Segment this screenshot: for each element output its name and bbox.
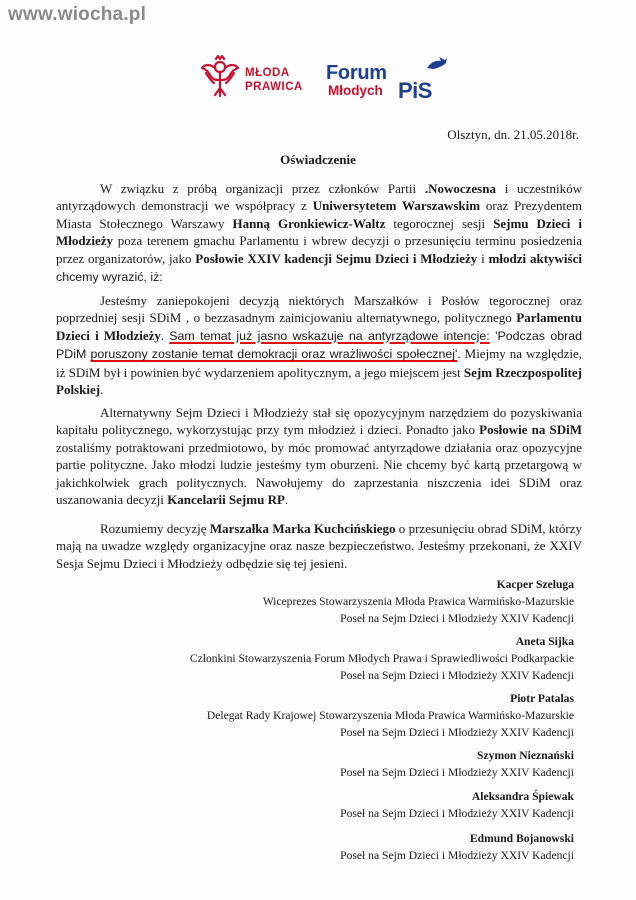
bold-run: .Nowoczesna [424, 181, 496, 196]
text-run: tegorocznej sesji [385, 215, 494, 231]
header-logos [0, 52, 636, 112]
bold-run: Kancelarii Sejmu RP [167, 492, 285, 508]
signatory-role: Wiceprezes Stowarzyszenia Młoda Prawica Warmińsko-Mazurskie [262, 595, 574, 608]
signatory-role: Poseł na Sejm Dzieci i Młodzieży XXIV Kadencji [340, 669, 574, 682]
text-run: Rozumiemy decyzję [100, 521, 210, 536]
signatory-block [340, 830, 574, 864]
logo-mlodych-text: Młodych [328, 83, 383, 98]
signatory-block [190, 633, 574, 684]
logo-text-line2: PRAWICA [245, 81, 303, 93]
text-run: oraz Prezydentem Miasta Stołecznego Warszawy [56, 198, 583, 231]
forum-mlodych-pis-logo [326, 56, 456, 108]
signatory-role: Poseł na Sejm Dzieci i Młodzieży XXIV Kadencji [340, 726, 574, 739]
bold-run: Uniwersytetem Warszawskim [312, 198, 481, 214]
text-run: 'Podczas obrad PDiM [56, 328, 583, 362]
paragraph-3 [56, 404, 582, 508]
text-run: poza terenem gmachu Parlamentu i wbrew decyzji o przesunięciu terminu posiedzenia przez organizatorów, jako [56, 233, 582, 266]
signatory-name: Piotr Patalas [510, 692, 574, 705]
signatory-role: Członkini Stowarzyszenia Forum Młodych Prawa i Sprawiedliwości Podkarpackie [189, 652, 574, 665]
mloda-prawica-logo [200, 54, 320, 106]
bold-run: Parlamentu Dzieci i Młodzieży [56, 310, 582, 343]
signatory-name: Aneta Sijka [515, 635, 574, 648]
text-run: Jesteśmy zaniepokojeni decyzją niektórych Marszałków i Posłów tegorocznej oraz poprzedniej sesji SDiM , o bezzasadnym zainicjowaniu alternatywnego, politycznego [56, 293, 582, 326]
paragraph-2 [56, 292, 582, 398]
bold-run: Marszałka Marka Kuchcińskiego [209, 521, 396, 536]
text-run: Alternatywny Sejm Dzieci i Młodzieży stał się opozycyjnym narzędziem do pozyskiwania kapitału politycznego, wykorzystując przy tym młodzież i dzieci. Ponadto jako [56, 405, 582, 438]
text-run: zostaliśmy potraktowani przedmiotowo, by móc promować antyrządowe działania oraz opozycyjne partie polityczne. Jako młodzi ludzie jesteśmy tym oburzeni. Nie chcemy być kartą przetargową w jakichkolwiek grach politycznych. Nawołujemy do zaprzestania niszczenia idei SDiM oraz uszanowania decyzji [56, 439, 582, 508]
logo-forum-text: Forum [326, 62, 387, 84]
text-run: i uczestników antyrządowych demonstracji we współpracy z [56, 181, 582, 214]
signatory-name: Kacper Szeluga [496, 578, 574, 591]
paragraph-4 [56, 520, 582, 572]
signatory-role: Poseł na Sejm Dzieci i Młodzieży XXIV Kadencji [340, 849, 574, 862]
underlined-quote: poruszony zostanie temat demokracji oraz wrażliwości społecznej' [90, 347, 458, 362]
text-run: i [477, 250, 489, 266]
signatory-block [340, 747, 574, 781]
bold-run: Posłowie XXIV kadencji Sejmu Dzieci i Młodzieży [195, 250, 478, 266]
bold-run: Sejm Rzeczpospolitej Polskiej [56, 364, 582, 398]
signatory-name: Aleksandra Śpiewak [471, 790, 574, 803]
signatory-block [263, 576, 574, 627]
eagle-mark-icon [426, 56, 448, 74]
signatory-name: Szymon Nieznański [477, 749, 574, 762]
text-run: . [284, 492, 289, 508]
signatory-role: Poseł na Sejm Dzieci i Młodzieży XXIV Kadencji [340, 807, 574, 820]
bold-run: Posłowie na SDiM [479, 422, 582, 438]
bold-run: młodzi aktywiści [488, 250, 582, 266]
logo-text-line1: MŁODA [245, 67, 290, 79]
place-date: Olsztyn, dn. 21.05.2018r. [447, 127, 579, 142]
text-run: . [100, 382, 104, 398]
text-run: chcemy wyrazić, iż: [56, 270, 163, 285]
signatory-role: Delegat Rady Krajowej Stowarzyszenia Młoda Prawica Warmińsko-Mazurskie [206, 709, 574, 722]
text-run: . [160, 327, 170, 343]
text-run: o przesunięciu obrad SDiM, którzy mają na uwadze względy organizacyjne oraz nasze bezpieczeństwo. Jesteśmy przekonani, że XXIV Sesja Sejmu Dzieci i Młodzieży odbędzie się tej jesieni. [56, 521, 582, 571]
paragraph-1 [56, 180, 582, 286]
document-title: Oświadczenie [280, 152, 356, 167]
eagle-icon [200, 54, 240, 98]
signatory-block [340, 788, 574, 822]
signatory-role: Poseł na Sejm Dzieci i Młodzieży XXIV Kadencji [340, 612, 574, 625]
text-run: . Miejmy na względzie, iż SDiM był i powinien być wydarzeniem apolitycznym, a jego miejscem jest [56, 346, 582, 380]
signatory-name: Edmund Bojanowski [469, 832, 574, 845]
logo-pis-text: PiS [398, 78, 432, 103]
bold-run: Hanną Gronkiewicz-Waltz [232, 215, 386, 231]
bold-run: Sejmu Dzieci i Młodzieży [56, 215, 583, 249]
signatory-block [207, 690, 574, 741]
text-run: W związku z próbą organizacji przez członków Partii [100, 181, 425, 196]
signatory-role: Poseł na Sejm Dzieci i Młodzieży XXIV Kadencji [340, 766, 574, 779]
watermark: www.wiocha.pl [8, 4, 147, 25]
underlined-quote: Sam temat już jasno wskazuje na antyrządowe intencje: [169, 328, 490, 343]
